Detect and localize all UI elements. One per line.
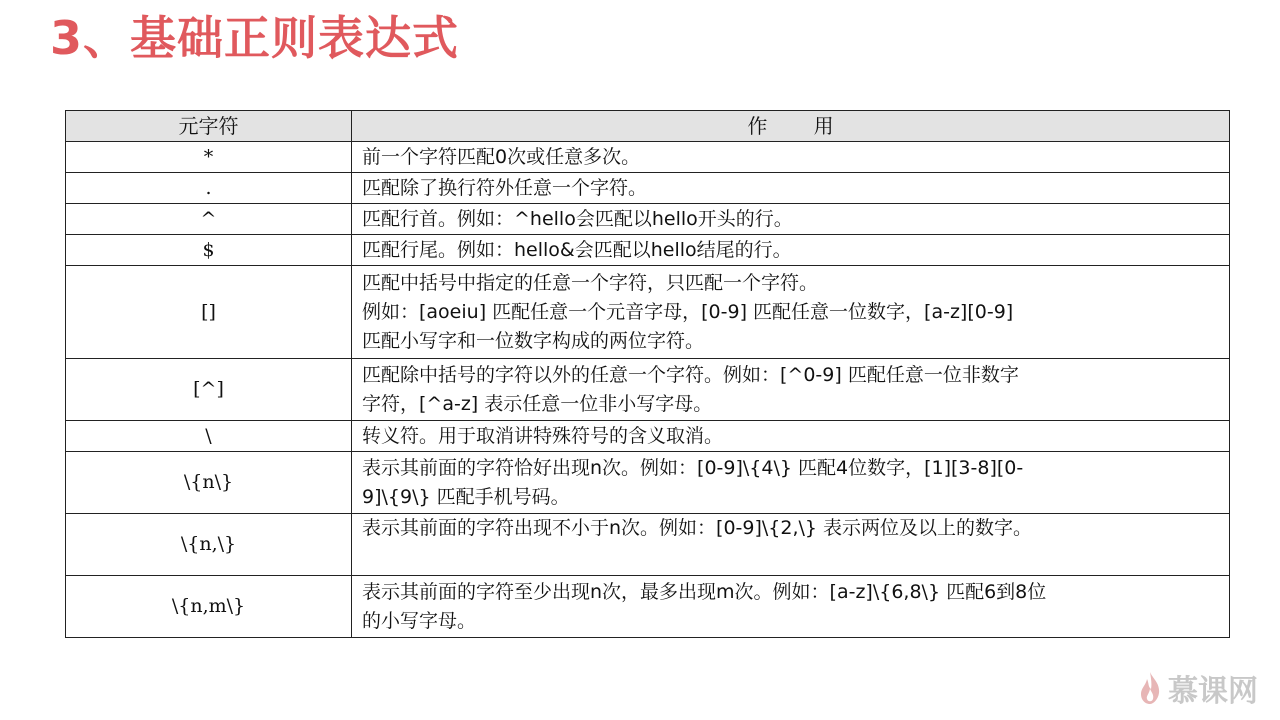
table-row — [66, 266, 1230, 359]
table-header-row — [66, 111, 1230, 142]
description-cell — [352, 421, 1230, 452]
table-row — [66, 142, 1230, 173]
table-row — [66, 235, 1230, 266]
description-line: 匹配小写字和一位数字构成的两位字符。 — [362, 329, 705, 352]
description-line: 表示其前面的字符至少出现n次，最多出现m次。例如：[a-z]\{6,8\} 匹配6到8位 — [362, 580, 1047, 603]
description-line: 匹配除中括号的字符以外的任意一个字符。例如：[^0-9] 匹配任意一位非数字 — [362, 363, 1019, 386]
metachar-cell: \ — [66, 421, 352, 452]
flame-icon — [1138, 671, 1162, 705]
slide-title: 3、基础正则表达式 — [50, 11, 460, 65]
description-line: 表示其前面的字符恰好出现n次。例如：[0-9]\{4\} 匹配4位数字，[1][3-8][0- — [362, 456, 1024, 479]
table-row — [66, 359, 1230, 421]
description-line: 匹配中括号中指定的任意一个字符，只匹配一个字符。 — [362, 271, 819, 294]
table-row — [66, 204, 1230, 235]
metachar-cell: . — [66, 173, 352, 204]
description-line: 表示其前面的字符出现不小于n次。例如：[0-9]\{2,\} 表示两位及以上的数字。 — [362, 517, 1033, 539]
header-metachar: 元字符 — [66, 111, 352, 142]
description-cell — [352, 142, 1230, 173]
description-cell — [352, 452, 1230, 514]
description-line: 字符，[^a-z] 表示任意一位非小写字母。 — [362, 392, 713, 415]
metachar-cell: * — [66, 142, 352, 173]
description-cell — [352, 266, 1230, 359]
metachar-cell: \{n,\} — [66, 514, 352, 576]
table-row — [66, 421, 1230, 452]
metachar-cell: [^] — [66, 359, 352, 421]
description-line: 匹配除了换行符外任意一个字符。 — [362, 176, 648, 199]
table-row — [66, 576, 1230, 638]
metachar-cell: ^ — [66, 204, 352, 235]
imooc-logo — [1138, 668, 1258, 708]
description-cell — [352, 235, 1230, 266]
description-cell — [352, 173, 1230, 204]
description-cell — [352, 576, 1230, 638]
description-cell — [352, 359, 1230, 421]
description-cell — [352, 514, 1230, 576]
logo-text: 慕课网 — [1168, 674, 1258, 709]
header-function: 作 用 — [352, 111, 1230, 142]
table-row — [66, 514, 1230, 576]
description-line: 的小写字母。 — [362, 609, 477, 632]
table-row — [66, 452, 1230, 514]
table-row — [66, 173, 1230, 204]
description-line: 转义符。用于取消讲特殊符号的含义取消。 — [362, 424, 724, 447]
description-line: 前一个字符匹配0次或任意多次。 — [362, 145, 641, 168]
description-line: 例如：[aoeiu] 匹配任意一个元音字母，[0-9] 匹配任意一位数字，[a-z][0-9] — [362, 300, 1014, 323]
regex-table — [65, 110, 1230, 638]
description-line: 匹配行首。例如：^hello会匹配以hello开头的行。 — [362, 207, 793, 230]
description-line: 9]\{9\} 匹配手机号码。 — [362, 485, 570, 508]
description-line: 匹配行尾。例如：hello&会匹配以hello结尾的行。 — [362, 238, 792, 261]
metachar-cell: $ — [66, 235, 352, 266]
description-cell — [352, 204, 1230, 235]
metachar-cell: [] — [66, 266, 352, 359]
metachar-cell: \{n\} — [66, 452, 352, 514]
metachar-cell: \{n,m\} — [66, 576, 352, 638]
